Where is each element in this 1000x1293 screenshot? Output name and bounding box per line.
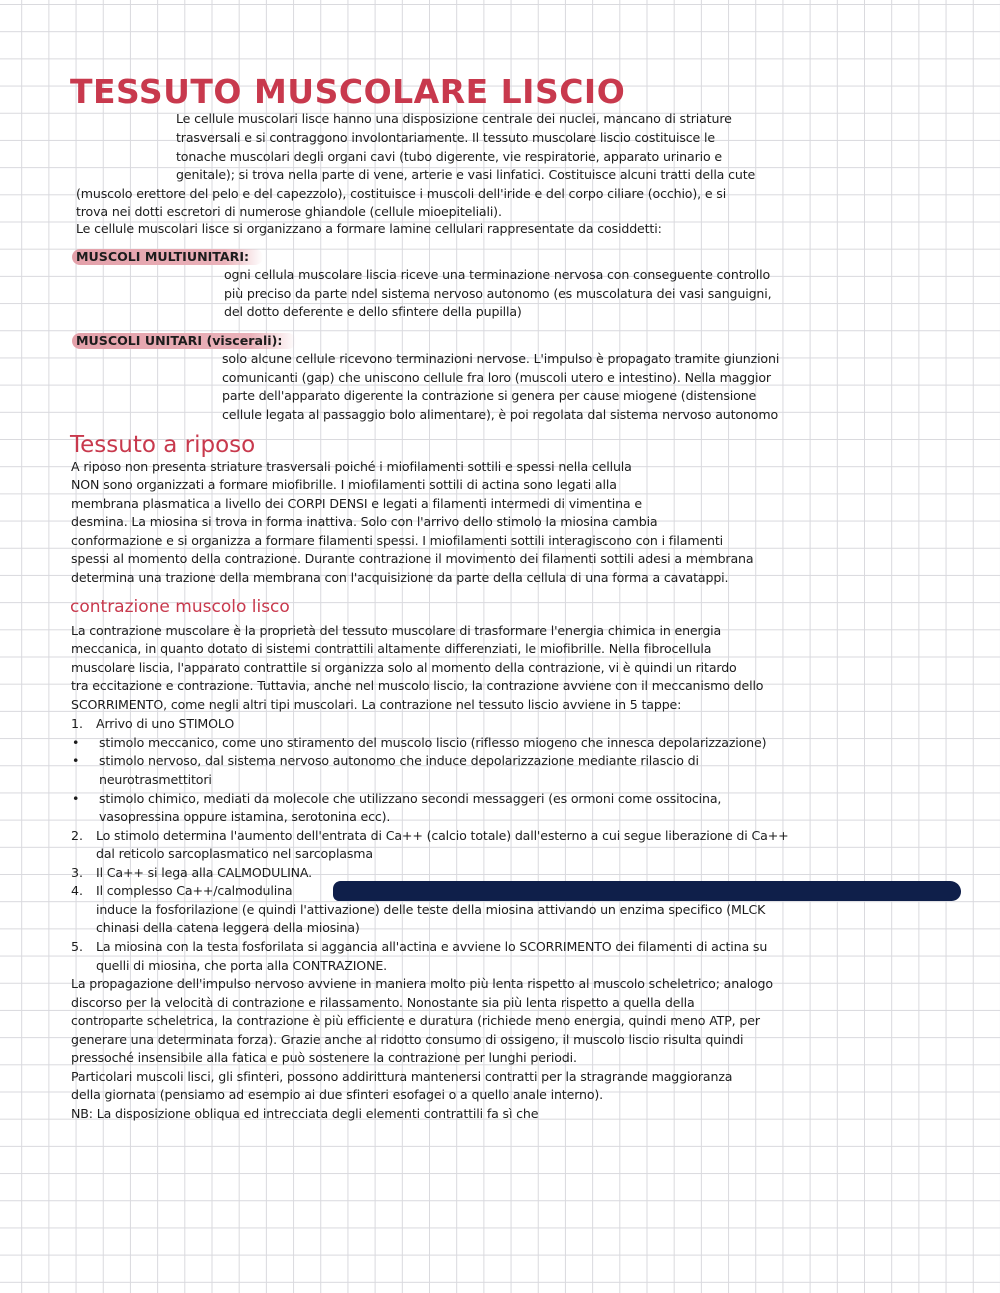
step-line: induce la fosforilazione (e quindi l'attivazione) delle teste della miosina attivando un enzima specifico (MLCK [96,902,766,917]
unitari-line: comunicanti (gap) che uniscono cellule fra loro (muscoli utero e intestino). Nella maggior [222,370,771,385]
intro-line: (muscolo erettore del pelo e del capezzolo), costituisce i muscoli dell'iride e del corpo ciliare (occhio), e si [76,186,727,201]
intro-line: tonache muscolari degli organi cavi (tubo digerente, vie respiratorie, apparato urinario e [176,149,722,164]
step-line: quelli di miosina, che porta alla CONTRAZIONE. [96,958,387,973]
step-marker: 4. [71,883,84,898]
step-marker: 1. [71,716,84,731]
step-line: stimolo nervoso, dal sistema nervoso autonomo che induce depolarizzazione mediante rilascio di [99,753,699,768]
unitari-line: cellule legata al passaggio bolo alimentare), è poi regolata dal sistema nervoso autonomo [222,407,779,422]
multiunitari-heading: MUSCOLI MULTIUNITARI: [72,249,263,265]
step-line: Il Ca++ si lega alla CALMODULINA. [96,865,313,880]
intro-line: trova nei dotti escretori di numerose ghiandole (cellule mioepiteliali). [76,204,502,219]
step-line: stimolo chimico, mediati da molecole che utilizzano secondi messaggeri (es ormoni come ossitocina, [99,791,722,806]
step-marker: 3. [71,865,84,880]
step-line: Arrivo di uno STIMOLO [96,716,235,731]
step-line: Lo stimolo determina l'aumento dell'entrata di Ca++ (calcio totale) dall'esterno a cui segue liberazione di Ca++ [96,828,789,843]
contrazione-line: muscolare liscia, l'apparato contrattile si organizza solo al momento della contrazione, vi è quindi un ritardo [71,660,737,675]
step-line: stimolo meccanico, come uno stiramento del muscolo liscio (riflesso miogeno che innesca depolarizzazione) [99,735,767,750]
riposo-line: spessi al momento della contrazione. Durante contrazione il movimento dei filamenti sottili adesi a membrana [71,551,754,566]
riposo-line: determina una trazione della membrana con l'acquisizione da parte della cellula di una forma a cavatappi. [71,570,729,585]
bullet-marker: • [72,791,80,806]
intro-line: Le cellule muscolari lisce si organizzano a formare lamine cellulari rappresentate da cosiddetti: [76,221,662,236]
step-line: vasopressina oppure istamina, serotonina ecc). [99,809,391,824]
step-marker: 2. [71,828,84,843]
step-line: neurotrasmettitori [99,772,212,787]
multiunitari-line: più preciso da parte ndel sistema nervoso autonomo (es muscolatura dei vasi sanguigni, [224,286,772,301]
outro-line: discorso per la velocità di contrazione e rilassamento. Nonostante sia più lenta rispetto a quella della [71,995,695,1010]
outro-line: generare una determinata forza). Grazie anche al ridotto consumo di ossigeno, il muscolo liscio risulta quindi [71,1032,744,1047]
contrazione-line: tra eccitazione e contrazione. Tuttavia, anche nel muscolo liscio, la contrazione avviene con il meccanismo dello [71,678,764,693]
riposo-line: desmina. La miosina si trova in forma inattiva. Solo con l'arrivo dello stimolo la miosina cambia [71,514,658,529]
unitari-line: solo alcune cellule ricevono terminazioni nervose. L'impulso è propagato tramite giunzioni [222,351,780,366]
contrazione-line: SCORRIMENTO, come negli altri tipi muscolari. La contrazione nel tessuto liscio avviene in 5 tappe: [71,697,682,712]
outro-line: della giornata (pensiamo ad esempio ai due sfinteri esofagei o a quello anale interno). [71,1087,604,1102]
unitari-heading: MUSCOLI UNITARI (viscerali): [72,333,296,349]
step-line: dal reticolo sarcoplasmatico nel sarcoplasma [96,846,373,861]
intro-line: trasversali e si contraggono involontariamente. Il tessuto muscolare liscio costituisce le [176,130,715,145]
page-title: TESSUTO MUSCOLARE LISCIO [70,72,626,111]
intro-line: genitale); si trova nella parte di vene, arterie e vasi linfatici. Costituisce alcuni tratti della cute [176,167,756,182]
unitari-line: parte dell'apparato digerente la contrazione si genera per cause miogene (distensione [222,388,757,403]
outro-line: La propagazione dell'impulso nervoso avviene in maniera molto più lenta rispetto al muscolo scheletrico; analogo [71,976,773,991]
riposo-line: NON sono organizzati a formare miofibrille. I miofilamenti sottili di actina sono legati alla [71,477,617,492]
outro-line: Particolari muscoli lisci, gli sfinteri, possono addirittura mantenersi contratti per la stragrande maggioranza [71,1069,733,1084]
multiunitari-line: ogni cellula muscolare liscia riceve una terminazione nervosa con conseguente controllo [224,267,771,282]
redaction-mark [333,881,961,901]
contrazione-line: meccanica, in quanto dotato di sistemi contrattili altamente differenziati, le miofibrille. Nella fibrocellula [71,641,712,656]
multiunitari-line: del dotto deferente e dello sfintere della pupilla) [224,304,522,319]
outro-line: pressoché insensibile alla fatica e può sostenere la contrazione per lunghi periodi. [71,1050,577,1065]
step-marker: 5. [71,939,84,954]
riposo-line: conformazione e si organizza a formare filamenti spessi. I miofilamenti sottili interagiscono con i filamenti [71,533,724,548]
contrazione-heading: contrazione muscolo lisco [70,597,290,617]
step-line: chinasi della catena leggera della miosina) [96,920,360,935]
bullet-marker: • [72,753,80,768]
bullet-marker: • [72,735,80,750]
step-line: La miosina con la testa fosforilata si aggancia all'actina e avviene lo SCORRIMENTO dei filamenti di actina su [96,939,768,954]
riposo-line: A riposo non presenta striature trasversali poiché i miofilamenti sottili e spessi nella cellula [71,459,632,474]
step-line: Il complesso Ca++/calmodulina [96,883,293,898]
intro-line: Le cellule muscolari lisce hanno una disposizione centrale dei nuclei, mancano di striature [176,111,732,126]
riposo-line: membrana plasmatica a livello dei CORPI DENSI e legati a filamenti intermedi di vimentina e [71,496,642,511]
outro-line: NB: La disposizione obliqua ed intrecciata degli elementi contrattili fa sì che [71,1106,539,1121]
outro-line: controparte scheletrica, la contrazione è più efficiente e duratura (richiede meno energia, quindi meno ATP, per [71,1013,760,1028]
contrazione-line: La contrazione muscolare è la proprietà del tessuto muscolare di trasformare l'energia chimica in energia [71,623,722,638]
riposo-heading: Tessuto a riposo [70,432,256,458]
